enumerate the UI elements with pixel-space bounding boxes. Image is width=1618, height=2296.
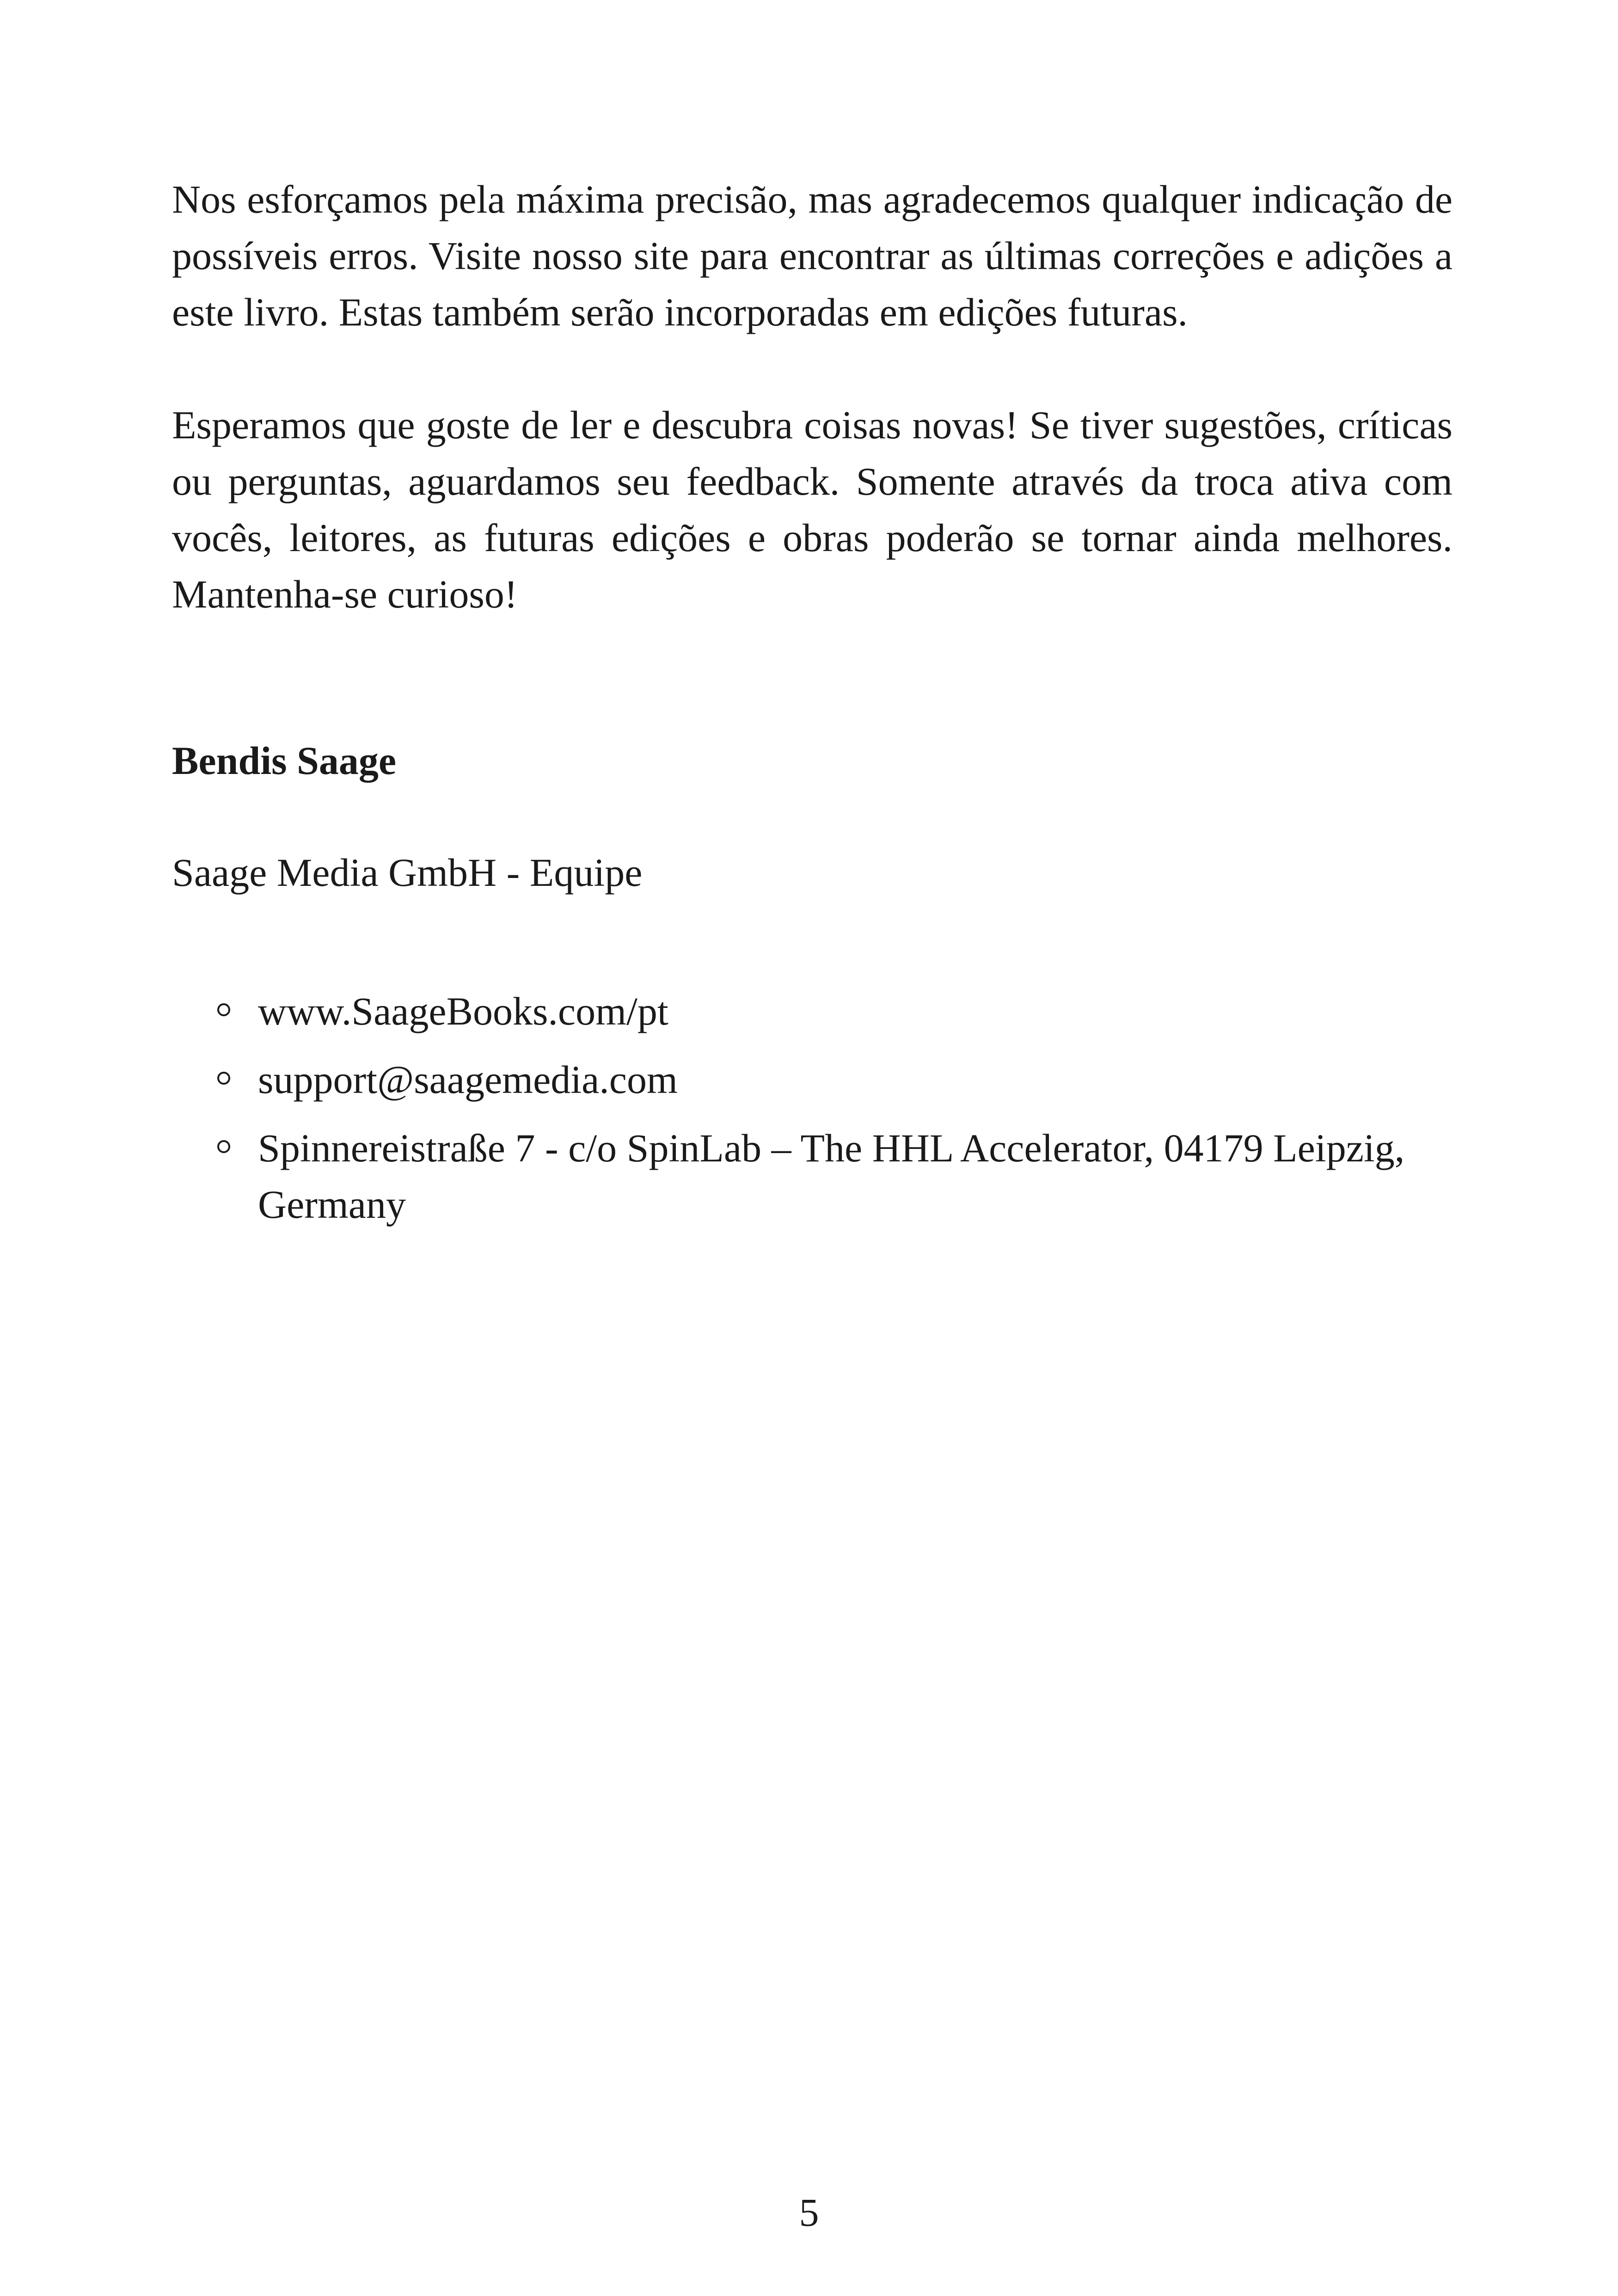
author-name: Bendis Saage (172, 738, 397, 783)
circle-bullet-icon (217, 1140, 230, 1153)
contact-list (172, 983, 1453, 1233)
contact-website-text: www.SaageBooks.com/pt (258, 989, 668, 1033)
paragraph-accuracy: Nos esforçamos pela máxima precisão, mas agradecemos qualquer indicação de possíveis erros. Visite nosso site para encontrar as últimas correções e adições a este livro. Estas também serão incorporadas em edições futuras. (172, 177, 1453, 334)
contact-email (172, 1051, 1453, 1108)
paragraph-feedback: Esperamos que goste de ler e descubra coisas novas! Se tiver sugestões, críticas ou perguntas, aguardamos seu feedback. Somente através da troca ativa com vocês, leitores, as futuras edições e obras poderão se tornar ainda melhores. Mantenha-se curioso! (172, 403, 1453, 616)
page-number: 5 (799, 2190, 819, 2235)
contact-email-text: support@saagemedia.com (258, 1057, 678, 1102)
contact-address (172, 1120, 1453, 1233)
contact-website (172, 983, 1453, 1039)
team-name: Saage Media GmbH - Equipe (172, 850, 643, 895)
circle-bullet-icon (217, 1003, 230, 1016)
page-content (172, 171, 1453, 1233)
circle-bullet-icon (217, 1072, 230, 1085)
contact-address-text: Spinnereistraße 7 - c/o SpinLab – The HHL Accelerator, 04179 Leipzig, Germany (258, 1126, 1405, 1227)
